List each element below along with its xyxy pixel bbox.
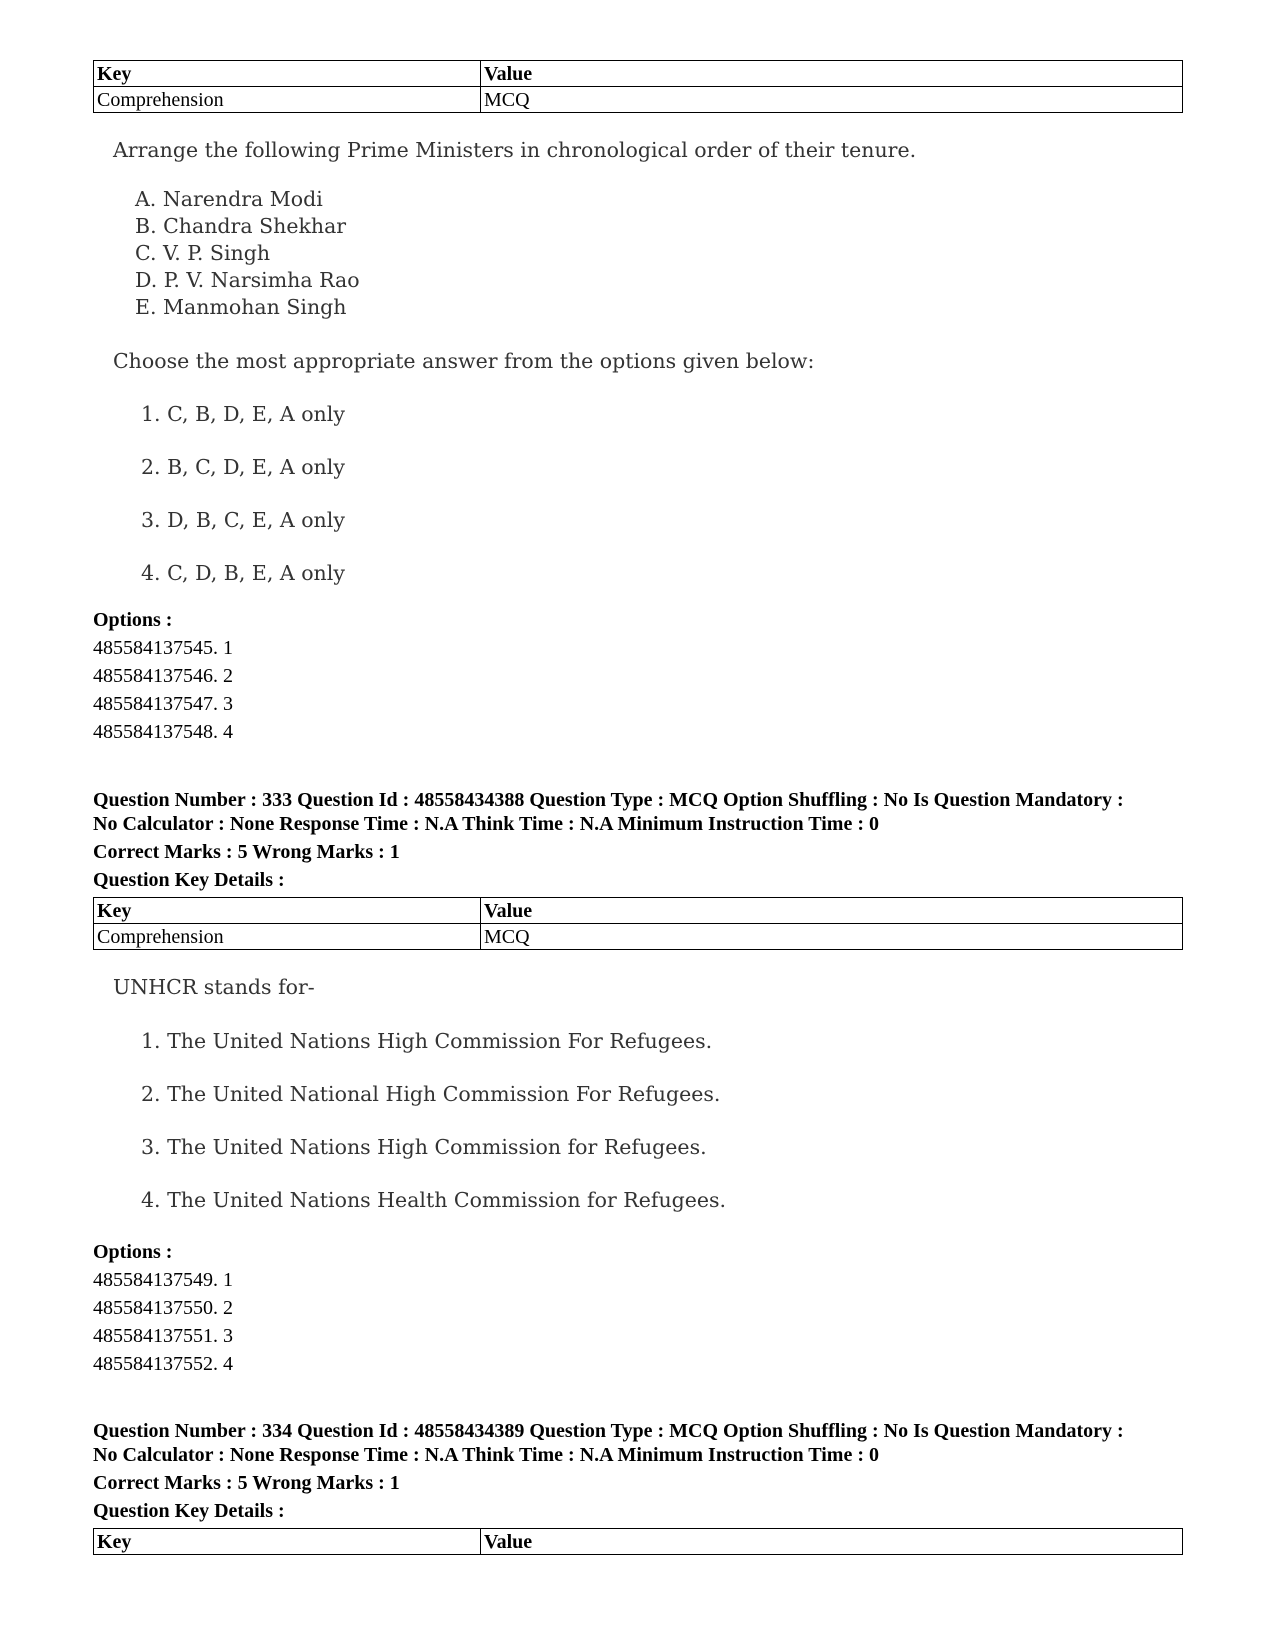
question-stem: Arrange the following Prime Ministers in chronological order of their tenure. bbox=[113, 138, 917, 162]
table-header-row bbox=[94, 61, 1183, 87]
table-header-key: Key bbox=[94, 61, 481, 87]
answer-choice: 4. The United Nations Health Commission for Refugees. bbox=[141, 1188, 727, 1212]
answer-choice: 2. B, C, D, E, A only bbox=[141, 455, 345, 479]
answer-choice: 3. D, B, C, E, A only bbox=[141, 508, 345, 532]
question-key-table bbox=[93, 1528, 1183, 1555]
question-meta-line: Question Number : 333 Question Id : 48558434388 Question Type : MCQ Option Shuffling : No Is Question Mandatory : bbox=[93, 789, 1124, 811]
option-item: 485584137552. 4 bbox=[93, 1353, 233, 1375]
options-label: Options : bbox=[93, 609, 173, 631]
question-key-details-label: Question Key Details : bbox=[93, 869, 285, 891]
list-item: D. P. V. Narsimha Rao bbox=[135, 268, 360, 292]
table-row bbox=[94, 87, 1183, 113]
table-header-value: Value bbox=[481, 898, 1183, 924]
question-stem: UNHCR stands for- bbox=[113, 975, 315, 999]
answer-choice: 3. The United Nations High Commission for Refugees. bbox=[141, 1135, 707, 1159]
question-key-table bbox=[93, 60, 1183, 113]
table-row bbox=[94, 924, 1183, 950]
question-meta-line: No Calculator : None Response Time : N.A Think Time : N.A Minimum Instruction Time : 0 bbox=[93, 813, 879, 835]
table-cell-key: Comprehension bbox=[94, 87, 481, 113]
answer-choice: 1. C, B, D, E, A only bbox=[141, 402, 345, 426]
list-item: B. Chandra Shekhar bbox=[135, 214, 347, 238]
question-meta bbox=[93, 1419, 1193, 1467]
question-meta-line: No Calculator : None Response Time : N.A Think Time : N.A Minimum Instruction Time : 0 bbox=[93, 1444, 879, 1466]
list-item: C. V. P. Singh bbox=[135, 241, 271, 265]
answer-choice: 4. C, D, B, E, A only bbox=[141, 561, 345, 585]
option-item: 485584137551. 3 bbox=[93, 1325, 233, 1347]
option-item: 485584137548. 4 bbox=[93, 721, 233, 743]
table-header-row bbox=[94, 1529, 1183, 1555]
question-marks: Correct Marks : 5 Wrong Marks : 1 bbox=[93, 841, 400, 863]
table-header-value: Value bbox=[481, 61, 1183, 87]
table-header-value: Value bbox=[481, 1529, 1183, 1555]
table-cell-key: Comprehension bbox=[94, 924, 481, 950]
option-item: 485584137550. 2 bbox=[93, 1297, 233, 1319]
question-key-details-label: Question Key Details : bbox=[93, 1500, 285, 1522]
answer-choice: 2. The United National High Commission For Refugees. bbox=[141, 1082, 721, 1106]
question-meta bbox=[93, 788, 1193, 836]
answer-choice: 1. The United Nations High Commission For Refugees. bbox=[141, 1029, 713, 1053]
question-key-table bbox=[93, 897, 1183, 950]
question-meta-line: Question Number : 334 Question Id : 48558434389 Question Type : MCQ Option Shuffling : No Is Question Mandatory : bbox=[93, 1420, 1124, 1442]
table-header-row bbox=[94, 898, 1183, 924]
option-item: 485584137546. 2 bbox=[93, 665, 233, 687]
list-item: A. Narendra Modi bbox=[135, 187, 323, 211]
question-instruction: Choose the most appropriate answer from the options given below: bbox=[113, 349, 815, 373]
question-marks: Correct Marks : 5 Wrong Marks : 1 bbox=[93, 1472, 400, 1494]
list-item: E. Manmohan Singh bbox=[135, 295, 347, 319]
table-cell-value: MCQ bbox=[481, 87, 1183, 113]
table-header-key: Key bbox=[94, 898, 481, 924]
table-header-key: Key bbox=[94, 1529, 481, 1555]
option-item: 485584137547. 3 bbox=[93, 693, 233, 715]
option-item: 485584137549. 1 bbox=[93, 1269, 233, 1291]
options-label: Options : bbox=[93, 1241, 173, 1263]
option-item: 485584137545. 1 bbox=[93, 637, 233, 659]
table-cell-value: MCQ bbox=[481, 924, 1183, 950]
